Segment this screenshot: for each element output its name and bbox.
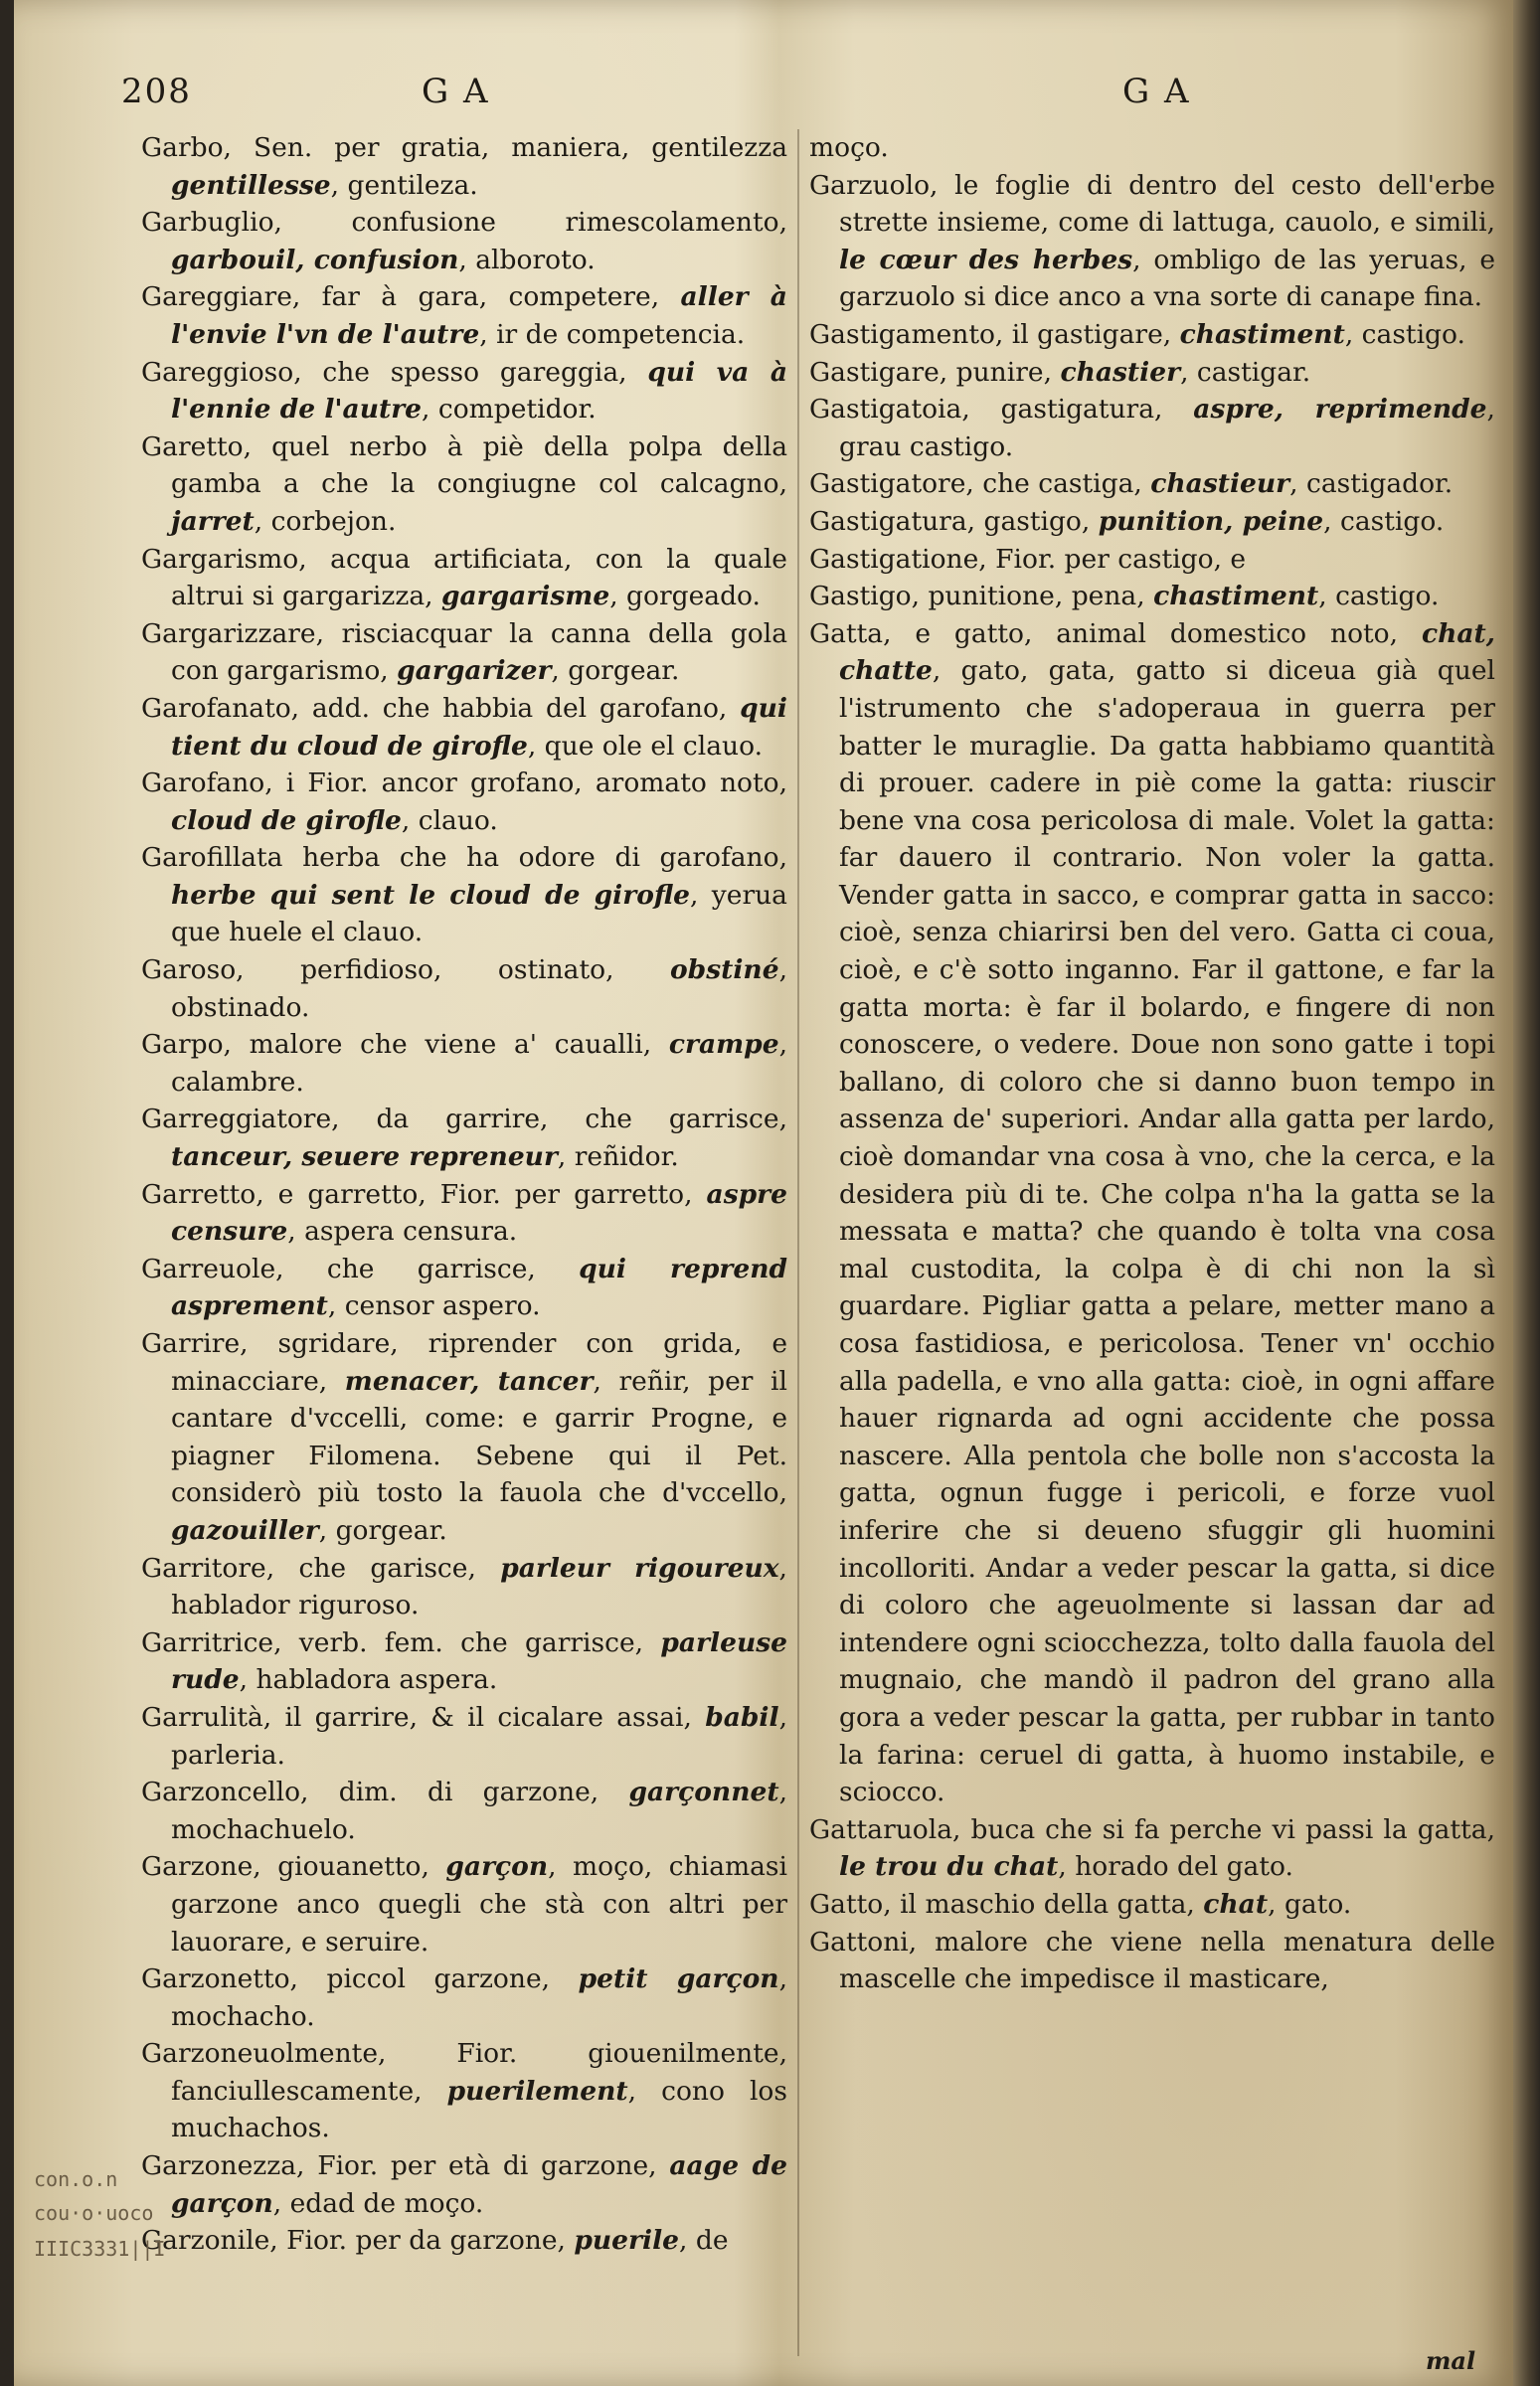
column-divider [797,129,799,2356]
dictionary-entry [141,1774,787,1848]
entry-text: , obstinado. [171,954,787,1023]
french-gloss: chat [1203,1888,1269,1920]
french-gloss: crampe [668,1029,779,1061]
entry-text: , horado del gato. [1058,1851,1293,1883]
dictionary-entry [141,1550,787,1624]
entry-text: Garzone, giouanetto, [141,1851,446,1883]
entry-text: , gentileza. [330,169,478,201]
entry-text: , castigador. [1289,468,1454,500]
running-head-left: G A [422,72,490,111]
french-gloss: chastieur [1150,468,1290,500]
french-gloss: le cœur des herbes [839,244,1133,275]
dictionary-entry [809,541,1495,579]
dictionary-entry [141,1699,787,1774]
dictionary-entry [141,428,787,541]
right-column [809,129,1495,1998]
french-gloss: gentillesse [171,169,331,201]
dictionary-entry [141,1848,787,1960]
entry-text: , gato, gata, gatto si diceua già quel l'istrumento che s'adoperaua in guerra per batter le muraglie. Da gatta habbiamo quantità di prouer. cadere in piè come la gatta: riuscir bene vna cosa pericolosa di male. Volet la gatta: far dauero il contrario. Non voler la gatta. Vender gatta in sacco, e comprar gatta in sacco: cioè, senza chiarirsi ben del vero. Gatta ci coua, cioè, e c'è sotto inganno. Far il gattone, e far la gatta morta: è far il bolardo, e fingere di non conoscere, o vedere. Doue non sono gatte i topi ballano, di coloro che si danno buon tempo in assenza de' superiori. Andar alla gatta per lardo, cioè domandar vna cosa à vno, che la cerca, e la desidera più di te. Che colpa n'ha la gatta se la messata e matta? che quando è tolta vna cosa mal custodita, la colpa è di chi non la sì guardare. Pigliar gatta a pelare, metter mano a cosa fastidiosa, e pericolosa. Tener vn' occhio alla padella, e vno alla gatta: cioè, in ogni affare hauer rignarda ad ogni accidente che possa nascere. Alla pentola che bolle non s'accosta la gatta, ognun fugge i pericoli, e forze vuol inferire che si deueno sfuggir gli huomini incolloriti. Andar a veder pescar la gatta, si dice di coloro che ageuolmente si lassan dar ad intendere ogni sciocchezza, tolto dalla fauola del mugnaio, che mandò il padron del grano alla gora a veder pescar la gatta, per rubbar in tanto la farina: ceruel di gatta, à huomo instabile, e sciocco. [839,655,1495,1808]
entry-text: , gorgear. [551,655,680,687]
french-gloss: cloud de girofle [171,804,402,836]
entry-text: , ir de competencia. [479,318,746,350]
entry-text: Gargarizzare, risciacquar la canna della gola con gargarismo, [141,617,787,687]
dictionary-entry [141,278,787,353]
french-gloss: gazouiller [171,1514,319,1546]
entry-text: Garetto, quel nerbo à piè della polpa della gamba a che la congiugne col calcagno, [141,430,787,500]
dictionary-entry [809,391,1495,465]
entry-text: Garzonile, Fior. per da garzone, [141,2225,575,2257]
french-gloss: garçon [445,1851,549,1883]
entry-text: Gattaruola, buca che si fa perche vi passi la gatta, [809,1813,1495,1845]
entry-text: , parleria. [171,1701,787,1771]
entry-text: Garrulità, il garrire, & il cicalare assai, [141,1701,706,1733]
entry-text: moço. [809,132,889,163]
entry-text: , yerua que huele el clauo. [171,879,787,948]
dictionary-entry [809,1886,1495,1924]
french-gloss: qui reprend asprement [171,1253,787,1322]
french-gloss: parleur rigoureux [500,1552,779,1584]
entry-text: Gastigatione, Fior. per castigo, e [809,543,1247,575]
entry-text: , corbejon. [254,505,397,537]
dictionary-entry [141,129,787,204]
french-gloss: babil [705,1701,779,1733]
entry-text: Garreuole, che garrisce, [141,1253,580,1284]
entry-text: Gattoni, malore che viene nella menatura delle mascelle che impedisce il masticare, [809,1926,1495,1995]
left-column [141,129,787,2260]
french-gloss: tanceur, seuere repreneur [171,1141,558,1173]
entry-text: Gastigatoia, gastigatura, [809,394,1194,426]
entry-text: Gastigatore, che castiga, [809,468,1151,500]
french-gloss: aspre, reprimende [1193,394,1487,426]
entry-text: Gatta, e gatto, animal domestico noto, [809,617,1422,649]
entry-text: , gorgeado. [609,581,761,612]
entry-text: , castigo. [1318,581,1440,612]
french-gloss: menacer, tancer [344,1365,594,1397]
entry-text: Garofillata herba che ha odore di garofano, [141,842,787,874]
entry-text: Gastigare, punire, [809,356,1061,388]
dictionary-entry [141,2147,787,2222]
dictionary-entry [141,839,787,951]
entry-text: Garzonetto, piccol garzone, [141,1963,579,1995]
entry-text: , edad de moço. [272,2187,484,2219]
entry-text: , hablador riguroso. [171,1552,787,1621]
french-gloss: chastiment [1179,318,1345,350]
dictionary-entry [809,316,1495,354]
entry-text: , gorgear. [318,1514,447,1546]
margin-mark: cou·o·uoco [34,2201,154,2225]
dictionary-entry [809,615,1495,1811]
entry-text: Garoso, perfidioso, ostinato, [141,954,670,986]
dictionary-entry [809,465,1495,503]
french-gloss: chastiment [1153,581,1319,612]
entry-text: , castigar. [1180,356,1311,388]
french-gloss: aspre censure [171,1178,787,1248]
dictionary-entry [141,1251,787,1325]
french-gloss: aller à l'envie l'vn de l'autre [171,281,787,350]
dictionary-entry [809,503,1495,541]
entry-text: Garritore, che garisce, [141,1552,501,1584]
french-gloss: jarret [171,505,255,537]
french-gloss: herbe qui sent le cloud de girofle [171,879,690,911]
dictionary-entry [141,951,787,1026]
entry-text: , castigo. [1323,505,1445,537]
entry-text: , mochachuelo. [171,1777,787,1845]
french-gloss: puerile [574,2225,680,2257]
french-gloss: puerilement [446,2075,628,2107]
entry-text: , clauo. [401,804,498,836]
french-gloss: chastier [1060,356,1181,388]
dictionary-entry [141,2222,787,2260]
dictionary-page [14,0,1515,2386]
entry-text: , castigo. [1344,318,1465,350]
french-gloss: garçonnet [628,1777,779,1808]
entry-text: Gareggiare, far à gara, competere, [141,281,681,313]
dictionary-entry [141,765,787,839]
entry-text: Gareggioso, che spesso gareggia, [141,356,648,388]
dictionary-entry [809,129,1495,167]
dictionary-entry [809,578,1495,615]
entry-text: Garzonezza, Fior. per età di garzone, [141,2150,670,2182]
dictionary-entry [141,1176,787,1251]
dictionary-entry [141,1101,787,1175]
dictionary-entry [141,615,787,690]
dictionary-entry [141,1624,787,1699]
entry-text: Garzoncello, dim. di garzone, [141,1777,629,1808]
entry-text: Garzuolo, le foglie di dentro del cesto dell'erbe strette insieme, come di lattuga, cauolo, e simili, [809,169,1495,239]
entry-text: Gatto, il maschio della gatta, [809,1888,1204,1920]
french-gloss: qui tient du cloud de girofle [171,692,787,762]
dictionary-entry [141,204,787,278]
entry-text: Gastigatura, gastigo, [809,505,1099,537]
entry-text: , moço, chiamasi garzone anco quegli che stà con altri per lauorare, e seruire. [171,1851,787,1958]
french-gloss: punition, peine [1098,505,1324,537]
entry-text: , gato. [1268,1888,1352,1920]
dictionary-entry [141,541,787,615]
margin-mark: con.o.n [34,2167,118,2191]
book-edge [1513,0,1540,2386]
entry-text: Garritrice, verb. fem. che garrisce, [141,1626,661,1658]
french-gloss: obstiné [670,954,779,986]
entry-text: Garbuglio, confusione rimescolamento, [141,207,787,239]
running-head-right: G A [1122,72,1191,111]
entry-text: , reñidor. [557,1141,679,1173]
entry-text: Garofanato, add. che habbia del garofano, [141,692,741,724]
entry-text: , aspera censura. [287,1216,518,1248]
entry-text: Garpo, malore che viene a' caualli, [141,1029,669,1061]
entry-text: , que ole el clauo. [527,730,764,762]
entry-text: , grau castigo. [839,394,1495,462]
dictionary-entry [809,1924,1495,1998]
margin-mark: IIIC3331||I [34,2237,166,2261]
french-gloss: aage de garçon [171,2150,787,2219]
dictionary-entry [809,354,1495,392]
entry-text: , habladora aspera. [239,1664,498,1696]
french-gloss: parleuse rude [171,1626,787,1696]
entry-text: Garretto, e garretto, Fior. per garretto, [141,1178,707,1210]
dictionary-entry [809,1811,1495,1886]
entry-text: , censor aspero. [327,1290,541,1322]
entry-text: Garrire, sgridare, riprender con grida, e minacciare, [141,1328,787,1397]
french-gloss: gargarisme [440,581,610,612]
french-gloss: petit garçon [578,1963,779,1995]
dictionary-entry [141,690,787,765]
entry-text: , ombligo de las yeruas, e garzuolo si dice anco a vna sorte di canape fina. [839,244,1495,313]
entry-text: , mochacho. [171,1963,788,2032]
french-gloss: garbouil, confusion [171,244,459,275]
entry-text: Garofano, i Fior. ancor grofano, aromato noto, [141,767,787,799]
dictionary-entry [141,2035,787,2147]
entry-text: Gargarismo, acqua artificiata, con la quale altrui si gargarizza, [141,543,787,612]
entry-text: Garzoneuolmente, Fior. giouenilmente, fanciullescamente, [141,2038,787,2107]
entry-text: , alboroto. [458,244,596,275]
dictionary-entry [809,167,1495,316]
catchword: mal [1426,2346,1476,2375]
french-gloss: le trou du chat [839,1851,1059,1883]
dictionary-entry [141,1026,787,1101]
french-gloss: chat, chatte [839,617,1495,687]
entry-text: , calambre. [171,1029,787,1098]
entry-text: Gastigamento, il gastigare, [809,318,1180,350]
page-number: 208 [121,72,192,111]
entry-text: , competidor. [422,394,597,426]
entry-text: , reñir, per il cantare d'vccelli, come: e garrir Progne, e piagner Filomena. Sebene qui il Pet. considerò più tosto la fauola che d'vccello, [171,1365,787,1509]
dictionary-entry [141,354,787,428]
entry-text: , cono los muchachos. [171,2075,787,2144]
entry-text: Garbo, Sen. per gratia, maniera, gentilezza [141,132,787,163]
entry-text: Gastigo, punitione, pena, [809,581,1154,612]
entry-text: , de [679,2225,729,2257]
dictionary-entry [141,1960,787,2035]
french-gloss: qui va à l'ennie de l'autre [171,356,788,426]
entry-text: Garreggiatore, da garrire, che garrisce, [141,1104,787,1135]
french-gloss: gargarizer [397,655,552,687]
dictionary-entry [141,1325,787,1550]
